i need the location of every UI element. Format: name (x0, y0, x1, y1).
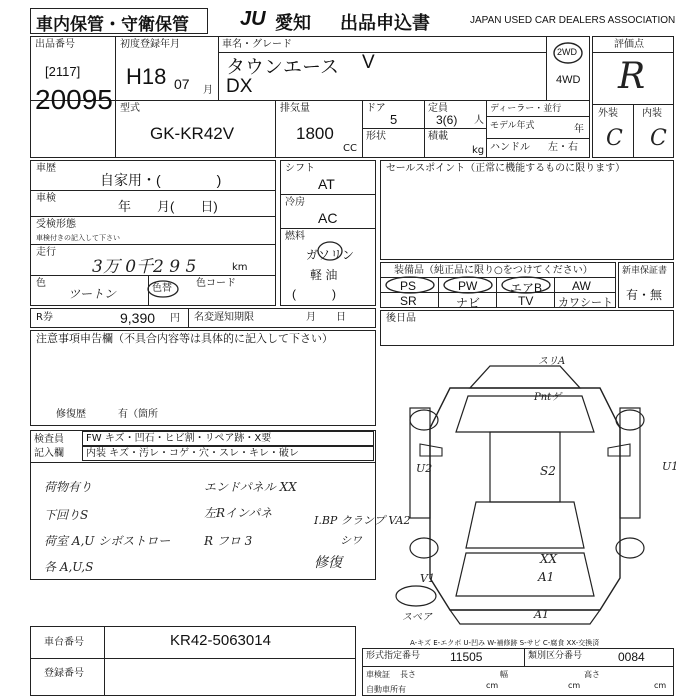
interior-grade: C (650, 126, 667, 151)
receiver-sub: 車検付きの記入して下さい (36, 234, 120, 242)
equip-aw: AW (572, 279, 591, 293)
ac-value: AC (318, 210, 338, 226)
shift-value: AT (318, 176, 335, 192)
handnote-8: 修復 (314, 555, 342, 571)
repair-label: 修復歴 (56, 409, 86, 420)
equip-ps: PS (400, 279, 417, 293)
load-unit: kg (472, 145, 485, 156)
notes-label: 注意事項申告欄（不具合内容等は具体的に記入して下さい） (36, 332, 333, 345)
dim-width: 幅 (500, 670, 508, 679)
reg-label: 登録番号 (44, 668, 84, 679)
dim-height: 高さ (584, 670, 600, 679)
door-label: ドア (366, 103, 386, 114)
model-year-label: モデル年式 (490, 121, 535, 131)
car-name-label: 車名・グレード (222, 39, 292, 50)
sales-point-label: セールスポイント（正常に機能するものに限ります） (386, 163, 626, 174)
org-name: 愛知 (275, 13, 311, 33)
tax-value: 月 日 (306, 312, 346, 323)
handle-options: 左・右 (548, 142, 578, 153)
handnote-4: 各 A,U,S (44, 560, 94, 574)
model-label: 型式 (120, 103, 140, 114)
car-damage-diagram (380, 348, 674, 628)
mark-spare: スペア (402, 612, 432, 623)
equip-tv: TV (518, 294, 534, 308)
handnote-1: 荷物有り (44, 480, 93, 494)
dim-length-unit: cm (486, 681, 499, 690)
handle-label: ハンドル (490, 142, 530, 153)
interior-label: 内装 (642, 108, 662, 119)
chassis-value: KR42-5063014 (170, 632, 271, 649)
handnote-9: I.BP クランプ VA2 (314, 514, 411, 527)
mileage-label: 走行 (36, 247, 56, 258)
fuel-label: 燃料 (285, 231, 305, 242)
color-value: ツートン (68, 287, 117, 301)
lot-label: 出品番号 (35, 39, 75, 50)
reg-month: 07 (174, 76, 190, 92)
mark-left-v1: V1 (420, 572, 435, 585)
rear-seat-frame (380, 310, 674, 346)
exterior-grade: C (606, 126, 623, 151)
checker-label: 検査員 (34, 434, 64, 445)
dims-label: 車検証 (366, 670, 390, 679)
dim-height-unit: cm (654, 681, 667, 690)
english-title: JAPAN USED CAR DEALERS ASSOCIATION (470, 15, 676, 26)
cap-label: 定員 (428, 103, 448, 114)
class-value: 0084 (618, 650, 645, 664)
usage-value: 自家用・( ) (100, 172, 222, 188)
recorder-label: 記入欄 (34, 448, 64, 459)
ju-logo: JU (240, 8, 266, 30)
score-label: 評価点 (614, 39, 644, 50)
handnote-6: 左Rインパネ (204, 506, 273, 520)
handnote-2: 下回りS (44, 508, 89, 522)
drive-4wd: 4WD (556, 74, 581, 86)
doors: 5 (390, 112, 398, 127)
first-reg-label: 初度登録年月 (120, 39, 180, 50)
mark-bottom-a1: A1 (534, 608, 549, 621)
fuel-alt: 軽 油 (310, 268, 338, 282)
mark-center-s2: S2 (540, 464, 556, 478)
handnote-3: 荷室 A,U シボストロー (44, 534, 171, 548)
displacement: 1800 (296, 124, 334, 143)
tax-label: 名変遅知期限 (194, 312, 254, 323)
score-value: R (618, 56, 646, 97)
lot-sub: [2117] (45, 64, 81, 79)
load-label: 積載 (428, 131, 448, 142)
color-label: 色 (36, 278, 46, 289)
cat-label: 形式指定番号 (366, 651, 421, 661)
class-label: 類別区分番号 (528, 651, 583, 661)
shape-label: 形状 (366, 131, 386, 142)
color-change: 色替 (152, 283, 172, 294)
recycle-unit: 円 (170, 313, 180, 324)
repair-value: 有（箇所 (118, 409, 158, 420)
lot-number: 20095 (35, 84, 113, 115)
dealer-label: ディーラー・並行 (490, 104, 562, 114)
equip-leather: カワシート (558, 297, 613, 309)
rear-seat-label: 後日品 (386, 313, 416, 324)
chassis-label: 車台番号 (44, 637, 84, 648)
inspect-label: 車検 (36, 193, 56, 204)
car-grade: DX (226, 76, 253, 97)
mark-rear-a1: A1 (538, 570, 555, 584)
mark-roof: スリA (538, 356, 566, 367)
usage-label: 車歴 (36, 163, 56, 174)
mileage-unit: km (232, 262, 248, 273)
cat-value: 11505 (450, 650, 483, 664)
owner-label: 自動車所有 (366, 685, 406, 694)
ac-label: 冷房 (285, 197, 305, 208)
fuel-value: ガソリン (306, 248, 355, 262)
cap-unit: 人 (474, 115, 484, 126)
sales-point-frame (380, 160, 674, 260)
disp-unit: CC (343, 143, 357, 154)
fw-line: FW キズ・凹石・ヒビ割・リペア跡・X要 (86, 433, 272, 444)
month-unit: 月 (203, 85, 213, 96)
mark-right-u1: U1 (662, 460, 679, 473)
mark-left-u2: U2 (416, 462, 433, 475)
equip-circles (380, 276, 616, 294)
damage-legend: A-キズ E-エクボ U-凹み W-補修跡 S-サビ C-腐食 XX-交換済 (410, 639, 600, 647)
color-code-label: 色コード (196, 278, 236, 289)
disp-label: 排気量 (280, 103, 310, 114)
warranty-label: 新車保証書 (622, 266, 668, 276)
equip-sr: SR (400, 294, 417, 308)
form-title: 出品申込書 (340, 13, 430, 33)
equip-pw: PW (458, 279, 478, 293)
equip-airbag: エアB (510, 281, 543, 295)
fuel-circle (316, 240, 344, 262)
mileage-value: 3万 0千2 9 5 (92, 257, 197, 277)
mark-hood: Pntゲ (534, 392, 562, 403)
recycle-label: R券 (36, 312, 53, 323)
model-code: GK-KR42V (150, 124, 235, 143)
handnote-7: R フロ 3 (204, 534, 253, 548)
handnote-5: エンドパネル XX (204, 480, 297, 494)
drive-2wd: 2WD (557, 47, 577, 57)
handnote-10: シワ (340, 534, 362, 547)
recycle-value: 9,390 (120, 310, 156, 326)
dim-width-unit: cm (568, 681, 581, 690)
capacity: 3(6) (436, 113, 458, 127)
receiver-label: 受検形態 (36, 219, 76, 230)
dim-length: 長さ (400, 670, 416, 679)
shift-label: シフト (285, 163, 315, 174)
equip-navi: ナビ (456, 296, 481, 310)
interior-line: 内装 キズ・汚レ・コゲ・穴・スレ・キレ・破レ (86, 448, 299, 459)
car-variant: V (362, 52, 375, 73)
warranty-value: 有・無 (626, 288, 663, 302)
fuel-other: ( ) (292, 287, 336, 301)
year-unit: 年 (574, 124, 584, 135)
exterior-label: 外装 (598, 108, 618, 119)
era-year: H18 (126, 64, 167, 89)
storage-title: 車内保管・守衛保管 (36, 15, 189, 34)
mark-rear-xx: XX (540, 552, 558, 566)
inspect-value: 年 月( 日) (118, 199, 218, 214)
car-name: タウンエース (226, 57, 340, 78)
equipment-label: 装備品（純正品に限り○をつけてください） (394, 265, 593, 276)
